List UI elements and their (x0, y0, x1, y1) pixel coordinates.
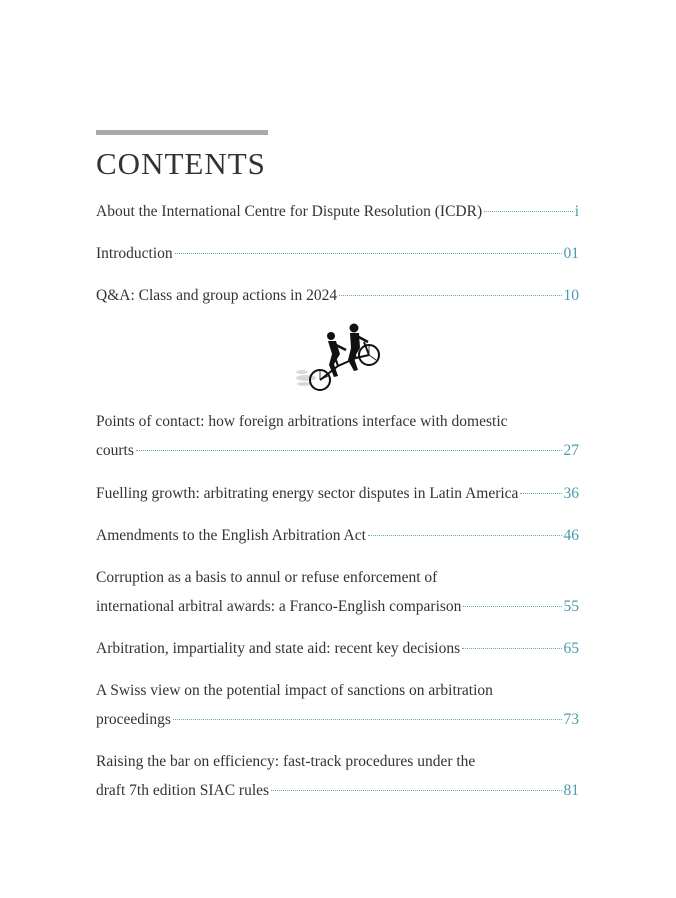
toc-entry-title-continued: draft 7th edition SIAC rules (96, 782, 270, 799)
toc-entry-english-arbitration-act[interactable] (96, 521, 579, 550)
dot-leader (462, 648, 561, 649)
toc-page-number: 36 (563, 485, 579, 502)
dot-leader (136, 450, 562, 451)
toc-entry-state-aid[interactable] (96, 634, 579, 663)
toc-page-number: 81 (563, 782, 579, 799)
toc-page-number: 73 (563, 711, 579, 728)
toc-entry-title: Points of contact: how foreign arbitrations interface with domestic (96, 413, 508, 430)
toc-entry-icdr[interactable] (96, 197, 579, 226)
dot-leader (271, 790, 561, 791)
toc-entry-title: Amendments to the English Arbitration Act (96, 527, 366, 544)
dot-leader (484, 211, 573, 212)
toc-entry-fuelling-growth[interactable] (96, 479, 579, 508)
toc-page-number: 46 (563, 527, 579, 544)
toc-entry-title: Arbitration, impartiality and state aid: recent key decisions (96, 640, 461, 657)
toc-entry-title: Corruption as a basis to annul or refuse enforcement of (96, 569, 438, 586)
toc-entry-title: About the International Centre for Dispute Resolution (ICDR) (96, 203, 483, 220)
toc-entry-corruption[interactable] (96, 563, 579, 621)
dot-leader (173, 719, 562, 720)
toc-page-number: i (574, 203, 579, 220)
header-rule (96, 130, 268, 135)
dot-leader (175, 253, 562, 254)
dot-leader (520, 493, 561, 494)
toc-page-number: 65 (563, 640, 579, 657)
toc-entry-siac-rules[interactable] (96, 747, 579, 805)
tandem-bicycle-illustration (294, 320, 386, 400)
dot-leader (339, 295, 561, 296)
toc-page-number: 55 (563, 598, 579, 615)
toc-entry-title: Introduction (96, 245, 173, 262)
toc-entry-title-continued: proceedings (96, 711, 171, 728)
toc-entry-swiss-sanctions[interactable] (96, 676, 579, 734)
toc-entry-points-of-contact[interactable] (96, 407, 579, 465)
dot-leader (463, 606, 561, 607)
toc-entry-title: A Swiss view on the potential impact of sanctions on arbitration (96, 682, 493, 699)
toc-entry-title: Fuelling growth: arbitrating energy sector disputes in Latin America (96, 485, 519, 502)
toc-entry-title-continued: courts (96, 442, 134, 459)
toc-entry-title: Raising the bar on efficiency: fast-track procedures under the (96, 753, 476, 770)
toc-page-number: 27 (563, 442, 579, 459)
dot-leader (368, 535, 562, 536)
toc-entry-class-actions[interactable] (96, 281, 579, 310)
page-title: CONTENTS (96, 146, 266, 181)
toc-entry-title: Q&A: Class and group actions in 2024 (96, 287, 338, 304)
toc-page-number: 01 (563, 245, 579, 262)
toc-entry-introduction[interactable] (96, 239, 579, 268)
toc-entry-title-continued: international arbitral awards: a Franco-English comparison (96, 598, 462, 615)
toc-page-number: 10 (563, 287, 579, 304)
